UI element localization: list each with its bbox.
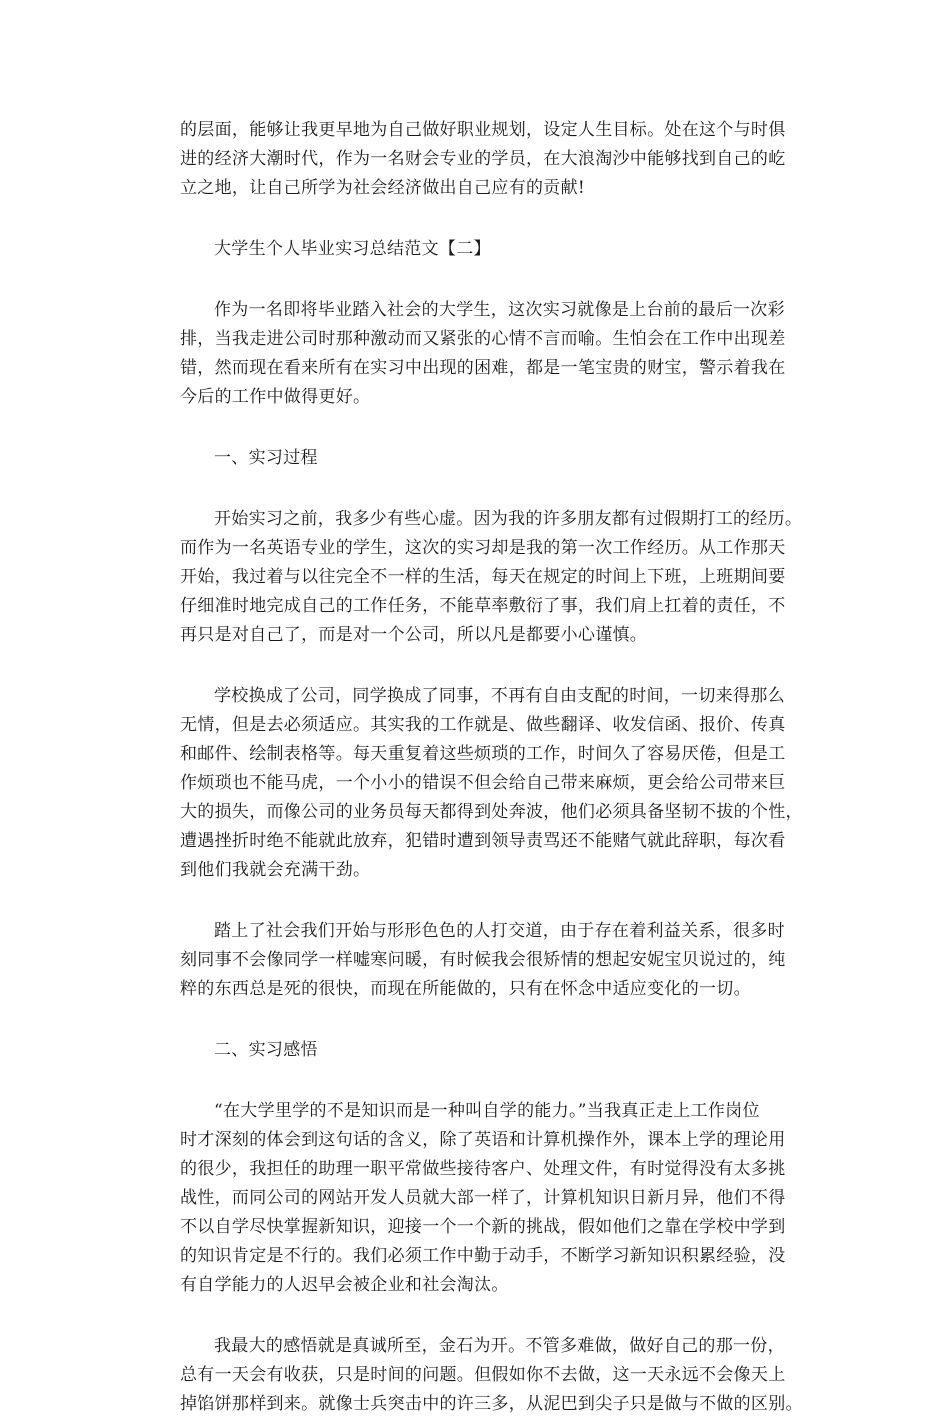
text-line: 再只是对自己了，而是对一个公司，所以凡是都要小心谨慎。 [180,625,648,645]
text-line: 有自学能力的人迟早会被企业和社会淘汰。 [180,1275,509,1295]
text-line: 刻同事不会像同学一样嘘寒问暖，有时候我会很矫情的想起安妮宝贝说过的，纯 [180,950,786,970]
document-body [180,116,803,1419]
paragraph [180,1097,786,1300]
text-line: 的层面，能够让我更早地为自己做好职业规划，设定人生目标。处在这个与时俱 [180,120,786,140]
text-line: 进的经济大潮时代，作为一名财会专业的学员，在大浪淘沙中能够找到自己的屹 [180,149,786,169]
text-line: 到他们我就会充满干劲。 [180,860,371,880]
paragraph [180,1332,803,1419]
text-line: 的知识肯定是不行的。我们必须工作中勤于动手，不断学习新知识积累经验，没 [180,1246,786,1266]
paragraph [180,682,803,885]
heading-text: 一、实习过程 [214,448,318,468]
heading-text: 二、实习感悟 [214,1040,318,1060]
text-line: 时才深刻的体会到这句话的含义，除了英语和计算机操作外，课本上学的理论用 [180,1130,786,1150]
text-line: 的很少，我担任的助理一职平常做些接待客户、处理文件，有时觉得没有太多挑 [180,1159,786,1179]
text-line: 排，当我走进公司时那种激动而又紧张的心情不言而喻。生怕会在工作中出现差 [180,329,786,349]
paragraph [180,505,803,650]
text-line: 和邮件、绘制表格等。每天重复着这些烦琐的工作，时间久了容易厌倦，但是工 [180,744,786,764]
text-line: 不以自学尽快掌握新知识，迎接一个一个新的挑战，假如他们之靠在学校中学到 [180,1217,786,1237]
text-line: 仔细准时地完成自己的工作任务，不能草率敷衍了事，我们肩上扛着的责任，不 [180,596,786,616]
section-heading [180,444,780,473]
text-line: “在大学里学的不是知识而是一种叫自学的能力。”当我真正走上工作岗位 [214,1101,760,1121]
paragraph [180,116,786,203]
text-line: 总有一天会有收获，只是时间的问题。但假如你不去做，这一天永远不会像天上 [180,1365,786,1385]
text-line: 踏上了社会我们开始与形形色色的人打交道，由于存在着利益关系，很多时 [214,921,785,941]
text-line: 而作为一名英语专业的学生，这次的实习却是我的第一次工作经历。从工作那天 [180,538,786,558]
text-line: 作为一名即将毕业踏入社会的大学生，这次实习就像是上台前的最后一次彩 [214,300,785,320]
text-line: 掉馅饼那样到来。就像士兵突击中的许三多，从泥巴到尖子只是做与不做的区别。 [180,1394,803,1414]
section-heading [180,235,780,264]
text-line: 今后的工作中做得更好。 [180,387,371,407]
text-line: 遭遇挫折时绝不能就此放弃，犯错时遭到领导责骂还不能赌气就此辞职，每次看 [180,831,786,851]
paragraph [180,917,786,1004]
paragraph [180,296,786,412]
text-line: 大的损失，而像公司的业务员每天都得到处奔波，他们必须具备坚韧不拔的个性， [180,802,803,822]
text-line: 我最大的感悟就是真诚所至，金石为开。不管多难做，做好自己的那一份， [214,1336,785,1356]
text-line: 战性，而同公司的网站开发人员就大部一样了，计算机知识日新月异，他们不得 [180,1188,786,1208]
text-line: 立之地，让自己所学为社会经济做出自己应有的贡献! [180,178,586,198]
text-line: 错，然而现在看来所有在实习中出现的困难，都是一笔宝贵的财宝，警示着我在 [180,358,786,378]
text-line: 粹的东西总是死的很快，而现在所能做的，只有在怀念中适应变化的一切。 [180,979,751,999]
heading-text: 大学生个人毕业实习总结范文【二】 [214,239,491,259]
section-heading [180,1036,780,1065]
text-line: 作烦琐也不能马虎，一个小小的错误不但会给自己带来麻烦，更会给公司带来巨 [180,773,786,793]
text-line: 开始实习之前，我多少有些心虚。因为我的许多朋友都有过假期打工的经历。 [214,509,803,529]
text-line: 学校换成了公司，同学换成了同事，不再有自由支配的时间，一切来得那么 [214,686,785,706]
text-line: 开始，我过着与以往完全不一样的生活，每天在规定的时间上下班，上班期间要 [180,567,786,587]
text-line: 无情，但是去必须适应。其实我的工作就是、做些翻译、收发信函、报价、传真 [180,715,786,735]
